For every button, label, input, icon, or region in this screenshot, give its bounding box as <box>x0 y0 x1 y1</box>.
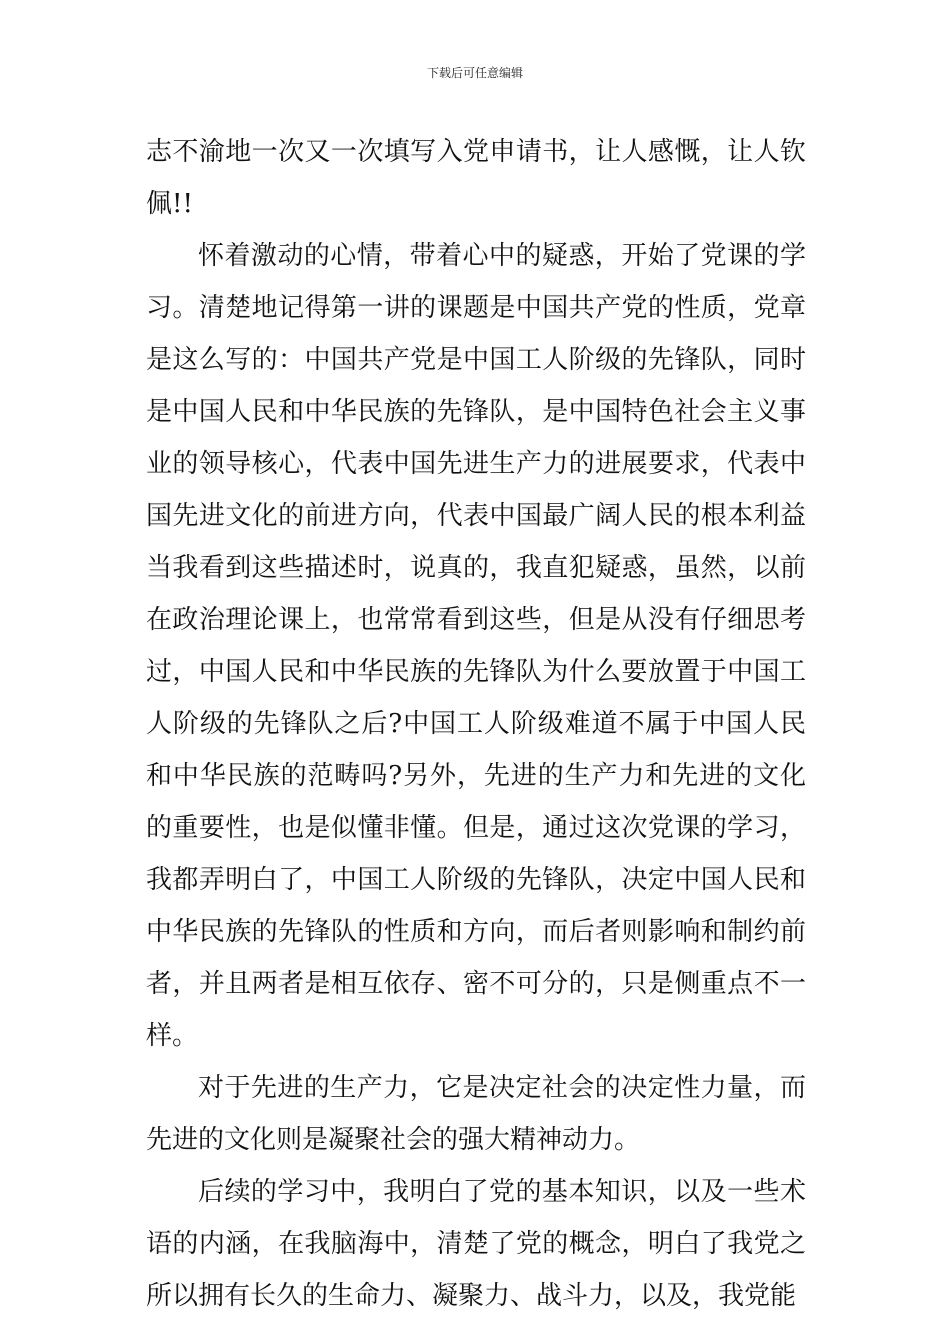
paragraph-party-nature: 怀着激动的心情，带着心中的疑惑，开始了党课的学习。清楚地记得第一讲的课题是中国共产党的性质，党章是这么写的：中国共产党是中国工人阶级的先锋队，同时是中国人民和中华民族的先锋队，是中国特色社会主义事业的领导核心，代表中国先进生产力的进展要求，代表中国先进文化的前进方向，代表中国最广阔人民的根本利益当我看到这些描述时，说真的，我直犯疑惑，虽然，以前在政治理论课上，也常常看到这些，但是从没有仔细思考过，中国人民和中华民族的先锋队为什么要放置于中国工人阶级的先锋队之后?中国工人阶级难道不属于中国人民和中华民族的范畴吗?另外，先进的生产力和先进的文化的重要性，也是似懂非懂。但是，通过这次党课的学习，我都弄明白了，中国工人阶级的先锋队，决定中国人民和中华民族的先锋队的性质和方向，而后者则影响和制约前者，并且两者是相互依存、密不可分的，只是侧重点不一样。 <box>146 241 806 1051</box>
paragraph-continuation: 志不渝地一次又一次填写入党申请书，让人感慨，让人钦佩!! <box>146 137 806 219</box>
page-header: 下载后可任意编辑 <box>426 66 523 80</box>
paragraph-productivity: 对于先进的生产力，它是决定社会的决定性力量，而先进的文化则是凝聚社会的强大精神动力。 <box>146 1073 806 1155</box>
document-body <box>146 126 806 1322</box>
paragraph-further-study: 后续的学习中，我明白了党的基本知识，以及一些术语的内涵，在我脑海中，清楚了党的概念，明白了我党之所以拥有长久的生命力、凝聚力、战斗力，以及，我党能 <box>146 1177 806 1311</box>
